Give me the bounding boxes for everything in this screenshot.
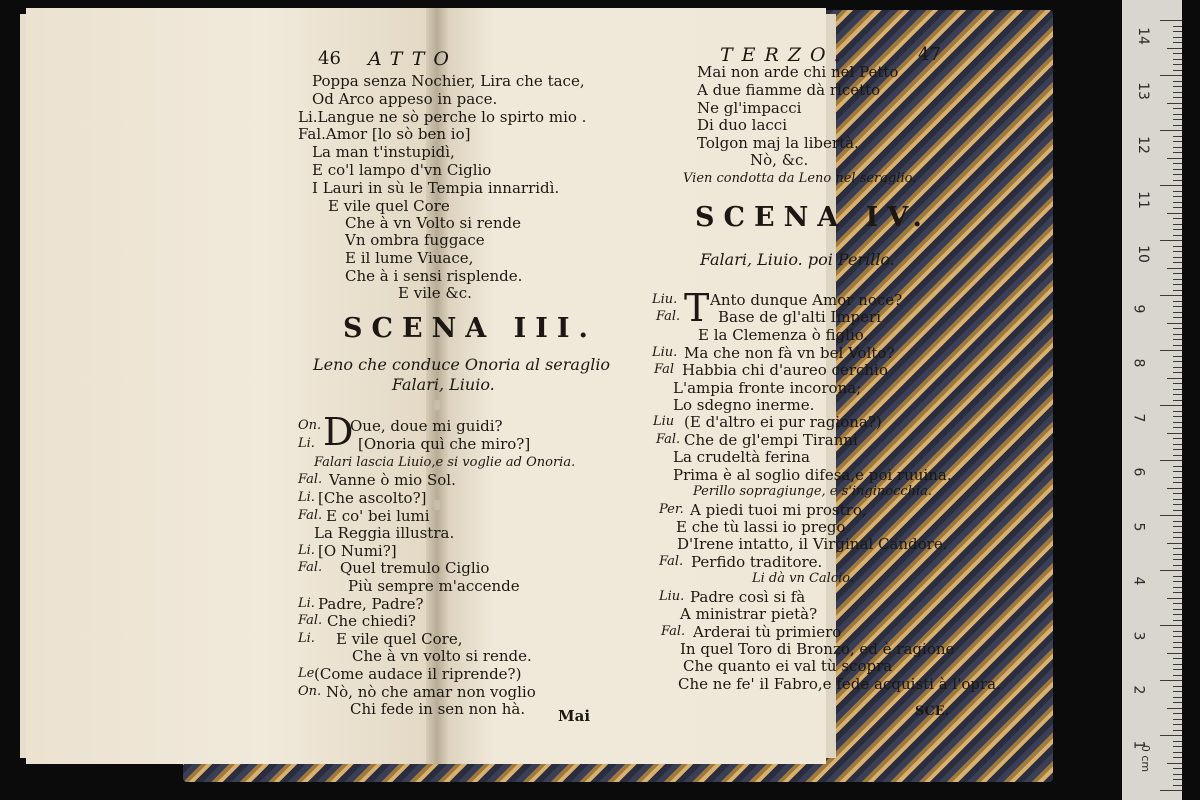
ruler-tick [1173, 691, 1182, 692]
dialogue-text: Padre, Padre? [318, 595, 424, 613]
ruler-tick [1173, 603, 1182, 604]
ruler-tick [1173, 664, 1182, 665]
dialogue-text: Che de gl'empi Tiranni [684, 431, 858, 449]
dialogue-text: La crudeltà ferina [673, 448, 810, 466]
dialogue-text: Chi fede in sen non hà. [350, 700, 526, 718]
page-number-right: 47 [918, 44, 941, 65]
ruler-tick [1173, 477, 1182, 478]
dialogue-line [661, 623, 842, 641]
dialogue-line [298, 435, 531, 453]
ruler-tick [1167, 598, 1182, 599]
speaker-label: Fal. [656, 432, 681, 447]
dialogue-text: La Reggia illustra. [314, 524, 455, 542]
dialogue-line [653, 413, 882, 431]
ruler-tick [1173, 510, 1182, 511]
ruler-tick [1173, 614, 1182, 615]
stage-direction [314, 455, 575, 471]
ruler-number: 4 [1130, 576, 1147, 586]
ruler-tick [1167, 213, 1182, 214]
dialogue-line [678, 676, 1001, 692]
dialogue-text: [Onoria quì che miro?] [358, 435, 531, 453]
dialogue-line [298, 471, 456, 489]
dialogue-line [298, 489, 427, 507]
ruler-tick [1173, 631, 1182, 632]
dialogue-line [656, 431, 858, 449]
dialogue-line [298, 417, 503, 435]
speaker-label: Fal. [298, 508, 323, 523]
speaker-label: On. [298, 684, 322, 699]
ruler-number: 14 [1134, 27, 1151, 45]
ruler-tick [1173, 768, 1182, 769]
speaker-label: Li. [298, 543, 315, 558]
dialogue-text: L'ampia fronte incorona; [673, 379, 862, 397]
ruler-tick [1173, 636, 1182, 637]
ruler-tick [1173, 548, 1182, 549]
ruler-tick [1173, 752, 1182, 753]
ruler-tick [1173, 147, 1182, 148]
dialogue-text: Che à vn volto si rende. [352, 647, 532, 665]
ruler-tick [1173, 713, 1182, 714]
ruler-number: 12 [1134, 136, 1151, 154]
ruler-tick [1173, 471, 1182, 472]
ruler-tick [1173, 169, 1182, 170]
ruler-tick [1173, 37, 1182, 38]
page-number-left: 46 [318, 48, 341, 69]
ruler-number: 8 [1130, 358, 1147, 368]
verse-line: Nò, &c. [750, 151, 809, 169]
ruler-tick [1173, 427, 1182, 428]
dialogue-line [314, 525, 454, 541]
ruler-tick [1160, 680, 1182, 681]
ruler-tick [1173, 224, 1182, 225]
dialogue-line [348, 578, 520, 594]
dialogue-line [656, 308, 882, 326]
dialogue-text: Quel tremulo Ciglio [340, 559, 490, 577]
dialogue-line [673, 467, 952, 483]
ruler-tick [1173, 526, 1182, 527]
dialogue-text: Oue, doue mi guidi? [350, 417, 503, 435]
ruler-tick [1173, 719, 1182, 720]
ruler-tick [1160, 625, 1182, 626]
ruler-tick [1167, 378, 1182, 379]
ruler-tick [1173, 466, 1182, 467]
ruler-tick [1173, 389, 1182, 390]
verse-line: E il lume Viuace, [345, 249, 474, 267]
dialogue-line [350, 701, 525, 717]
ruler-tick [1173, 235, 1182, 236]
ruler-tick [1173, 64, 1182, 65]
ruler-tick [1173, 449, 1182, 450]
dialogue-text: (E d'altro ei pur ragiona?) [684, 413, 882, 431]
ruler-tick [1173, 730, 1182, 731]
ruler-tick [1173, 119, 1182, 120]
ruler-tick [1160, 130, 1182, 131]
drop-cap-left: D [323, 410, 354, 454]
ruler-tick [1167, 268, 1182, 269]
stage-direction: Vien condotta da Leno nel seraglio. [683, 171, 917, 186]
verse-line: E co'l lampo d'vn Ciglio [312, 161, 492, 179]
ruler-tick [1173, 411, 1182, 412]
dialogue-text: Vanne ò mio Sol. [329, 471, 456, 489]
verse-line: Tolgon maj la libertà. [697, 134, 859, 152]
ruler-tick [1167, 708, 1182, 709]
scene-subtitle-right: Falari, Liuio. poi Perillo. [700, 250, 895, 269]
verse-line: Mai non arde chi nel Petto [697, 63, 899, 81]
dialogue-text: Li dà vn Calcio. [752, 571, 855, 586]
ruler-tick [1173, 576, 1182, 577]
ruler-tick [1173, 383, 1182, 384]
dialogue-line [298, 612, 416, 630]
ruler-tick [1173, 152, 1182, 153]
ruler-tick [1173, 59, 1182, 60]
ruler-number: 2 [1130, 685, 1147, 695]
stage-direction [752, 571, 854, 587]
ruler-tick [1173, 202, 1182, 203]
verse-line: Fal.Amor [lo sò ben io] [298, 125, 471, 143]
speaker-label: Li. [298, 596, 315, 611]
ruler-number: 9 [1130, 304, 1147, 313]
dialogue-line [659, 553, 823, 571]
ruler-tick [1173, 642, 1182, 643]
ruler-tick [1173, 559, 1182, 560]
speaker-label: Fal. [298, 613, 323, 628]
verse-line: Vn ombra fuggace [345, 231, 485, 249]
ruler-tick [1173, 257, 1182, 258]
ruler-number: 10 [1134, 245, 1151, 263]
dialogue-line [652, 344, 895, 362]
ruler-tick [1173, 444, 1182, 445]
dialogue-line [673, 397, 814, 413]
dialogue-text: Arderai tù primiero [693, 623, 842, 641]
ruler-tick [1160, 790, 1182, 791]
ruler-tick [1167, 763, 1182, 764]
ruler-tick [1173, 537, 1182, 538]
ruler-number: 7 [1130, 413, 1147, 422]
ruler-tick [1167, 433, 1182, 434]
ruler-tick [1173, 306, 1182, 307]
ruler-tick [1173, 697, 1182, 698]
ruler-tick [1173, 53, 1182, 54]
ruler-tick [1173, 592, 1182, 593]
ruler-tick [1173, 499, 1182, 500]
stage-direction [693, 484, 932, 500]
ruler-tick [1173, 86, 1182, 87]
ruler-tick [1173, 702, 1182, 703]
ruler-tick [1173, 394, 1182, 395]
speaker-label: Liu. [652, 292, 678, 307]
ruler-tick [1173, 70, 1182, 71]
ruler-tick [1160, 295, 1182, 296]
speaker-label: Liu. [652, 345, 678, 360]
verse-line: E vile &c. [398, 284, 472, 302]
dialogue-text: Che quanto ei val tù scopra [683, 657, 893, 675]
ruler-tick [1173, 669, 1182, 670]
ruler-tick [1160, 570, 1182, 571]
speaker-label: Fal. [298, 472, 323, 487]
ruler-tick [1173, 785, 1182, 786]
ruler-tick [1173, 686, 1182, 687]
dialogue-text: Prima è al soglio difesa,e poi ruuina. [673, 466, 952, 484]
ruler-tick [1173, 273, 1182, 274]
ruler-tick [1173, 262, 1182, 263]
ruler-tick [1160, 350, 1182, 351]
ruler-tick [1173, 81, 1182, 82]
ruler-tick [1173, 290, 1182, 291]
ruler-tick [1173, 587, 1182, 588]
ruler-tick [1167, 323, 1182, 324]
ruler-tick [1173, 141, 1182, 142]
ruler-tick [1173, 196, 1182, 197]
ruler-tick [1173, 31, 1182, 32]
speaker-label: Liu [653, 414, 675, 429]
ruler-tick [1173, 136, 1182, 137]
speaker-label: On. [298, 418, 322, 433]
ruler-tick [1173, 400, 1182, 401]
dialogue-line [298, 595, 424, 613]
running-head-right: TERZO. [720, 44, 849, 66]
scene-subtitle-left-2: Falari, Liuio. [392, 375, 495, 394]
ruler-tick [1173, 42, 1182, 43]
speaker-label: Fal. [661, 624, 686, 639]
binding-thread [434, 400, 440, 410]
ruler-tick [1173, 191, 1182, 192]
ruler-tick [1173, 372, 1182, 373]
verse-line: Poppa senza Nochier, Lira che tace, [312, 72, 585, 90]
ruler-tick [1173, 724, 1182, 725]
ruler-tick [1173, 581, 1182, 582]
ruler-tick [1173, 339, 1182, 340]
ruler-tick [1173, 367, 1182, 368]
ruler-tick [1173, 317, 1182, 318]
dialogue-text: Che ne fe' il Fabro,e fede acquisti à l'opra. [678, 675, 1001, 693]
dialogue-text: E co' bei lumi [326, 507, 430, 525]
dialogue-text: D'Irene intatto, il Virginal Candore. [677, 535, 948, 553]
ruler-tick [1173, 356, 1182, 357]
dialogue-text: Anto dunque Amor noce? [710, 291, 903, 309]
ruler-tick [1173, 328, 1182, 329]
ruler-tick [1167, 103, 1182, 104]
dialogue-text: Falari lascia Liuio,e si voglie ad Onoria. [314, 455, 576, 470]
dialogue-line [677, 536, 947, 552]
drop-cap-right: T [684, 286, 710, 330]
dialogue-line [298, 507, 430, 525]
ruler-tick [1173, 741, 1182, 742]
measuring-ruler [1122, 0, 1182, 800]
dialogue-text: A piedi tuoi mi prostro, [690, 501, 867, 519]
ruler-tick [1173, 416, 1182, 417]
dialogue-line [659, 588, 806, 606]
dialogue-text: Lo sdegno inerme. [673, 396, 815, 414]
verse-line: E vile quel Core [328, 197, 450, 215]
dialogue-text: A ministrar pietà? [680, 605, 818, 623]
dialogue-line [698, 327, 868, 343]
binding-thread [434, 500, 440, 510]
speaker-label: Li. [298, 436, 315, 451]
speaker-label: Per. [659, 502, 684, 517]
ruler-tick [1173, 620, 1182, 621]
verse-line: Ne gl'impacci [697, 99, 802, 117]
running-head-left: ATTO [368, 48, 458, 70]
ruler-tick [1167, 158, 1182, 159]
ruler-tick [1173, 746, 1182, 747]
ruler-tick [1173, 92, 1182, 93]
ruler-tick [1173, 218, 1182, 219]
ruler-number: 5 [1130, 522, 1147, 531]
dialogue-line [680, 606, 817, 622]
dialogue-line [680, 641, 954, 657]
ruler-number: 11 [1134, 190, 1151, 209]
ruler-tick [1173, 565, 1182, 566]
dialogue-text: In quel Toro di Bronzo, ed è ragione [680, 640, 955, 658]
ruler-tick [1173, 757, 1182, 758]
ruler-tick [1173, 279, 1182, 280]
dialogue-line [298, 665, 522, 683]
dialogue-text: E la Clemenza ò figlio. [698, 326, 869, 344]
dialogue-text: Ma che non fà vn bel Volto? [684, 344, 895, 362]
speaker-label: Fal. [659, 554, 684, 569]
dialogue-text: E vile quel Core, [336, 630, 463, 648]
ruler-tick [1173, 345, 1182, 346]
ruler-tick [1173, 532, 1182, 533]
dialogue-text: Base de gl'alti Imperi [718, 308, 882, 326]
scene-title-right: SCENA IV. [695, 202, 931, 233]
ruler-tick [1173, 675, 1182, 676]
verse-line: Che à i sensi risplende. [345, 267, 523, 285]
ruler-tick [1173, 312, 1182, 313]
verse-line: Od Arco appeso in pace. [312, 90, 498, 108]
speaker-label: Fal [654, 362, 675, 377]
ruler-tick [1173, 361, 1182, 362]
scene-title-left: SCENA III. [343, 313, 597, 344]
ruler-tick [1173, 284, 1182, 285]
dialogue-text: Habbia chi d'aureo cerchio [682, 361, 888, 379]
ruler-tick [1173, 455, 1182, 456]
dialogue-line [298, 683, 536, 701]
dialogue-text: Più sempre m'accende [348, 577, 520, 595]
ruler-tick [1173, 246, 1182, 247]
catchword-left: Mai [558, 707, 591, 725]
ruler-tick [1173, 493, 1182, 494]
verse-line: La man t'instupidì, [312, 143, 455, 161]
speaker-label: Li. [298, 490, 315, 505]
ruler-tick [1173, 609, 1182, 610]
ruler-tick [1173, 658, 1182, 659]
dialogue-line [298, 630, 463, 648]
ruler-tick [1173, 521, 1182, 522]
dialogue-line [298, 559, 490, 577]
ruler-tick [1173, 422, 1182, 423]
ruler-tick [1173, 174, 1182, 175]
ruler-tick [1173, 108, 1182, 109]
ruler-tick [1173, 125, 1182, 126]
dialogue-line [676, 519, 845, 535]
ruler-tick [1160, 75, 1182, 76]
ruler-unit-label: 0 cm [1139, 744, 1153, 773]
ruler-tick [1173, 504, 1182, 505]
ruler-tick [1160, 405, 1182, 406]
ruler-tick [1173, 779, 1182, 780]
speaker-label: Le [298, 666, 315, 681]
dialogue-line [659, 501, 867, 519]
ruler-tick [1173, 774, 1182, 775]
catchword-right: SCE. [915, 704, 950, 719]
ruler-tick [1160, 460, 1182, 461]
ruler-tick [1173, 26, 1182, 27]
verse-line: Che à vn Volto si rende [345, 214, 521, 232]
dialogue-text: E che tù lassi io prego [676, 518, 846, 536]
dialogue-text: [O Numi?] [318, 542, 397, 560]
dialogue-line [654, 361, 888, 379]
ruler-tick [1173, 334, 1182, 335]
dialogue-text: Perillo sopragiunge, e s'inginocchia. [693, 484, 933, 499]
ruler-tick [1173, 180, 1182, 181]
ruler-tick [1160, 515, 1182, 516]
ruler-number: 6 [1130, 467, 1147, 477]
dialogue-line [352, 648, 532, 664]
ruler-number: 3 [1130, 631, 1147, 640]
ruler-tick [1167, 653, 1182, 654]
ruler-number: 1 [1130, 740, 1147, 749]
speaker-label: Liu. [659, 589, 685, 604]
ruler-tick [1160, 240, 1182, 241]
dialogue-line [673, 449, 810, 465]
ruler-tick [1167, 48, 1182, 49]
ruler-tick [1173, 251, 1182, 252]
verse-line: Li.Langue ne sò perche lo spirto mio . [298, 108, 587, 126]
dialogue-text: Che chiedi? [327, 612, 416, 630]
ruler-tick [1173, 114, 1182, 115]
speaker-label: Fal. [298, 560, 323, 575]
ruler-tick [1160, 185, 1182, 186]
dialogue-text: Padre così si fà [690, 588, 806, 606]
ruler-tick [1167, 543, 1182, 544]
ruler-tick [1173, 554, 1182, 555]
dialogue-text: [Che ascolto?] [318, 489, 427, 507]
dialogue-text: Nò, nò che amar non voglio [326, 683, 536, 701]
scene-subtitle-left-1: Leno che conduce Onoria al seraglio [313, 355, 611, 374]
dialogue-line [673, 380, 861, 396]
ruler-tick [1173, 207, 1182, 208]
ruler-number: 13 [1134, 81, 1151, 100]
ruler-tick [1173, 482, 1182, 483]
ruler-tick [1173, 163, 1182, 164]
ruler-tick [1173, 229, 1182, 230]
verse-line: Di duo lacci [697, 116, 787, 134]
ruler-tick [1173, 301, 1182, 302]
ruler-tick [1173, 647, 1182, 648]
ruler-tick [1173, 438, 1182, 439]
dialogue-text: Perfido traditore. [691, 553, 823, 571]
verse-line: A due fiamme dà ricetto [697, 81, 881, 99]
speaker-label: Fal. [656, 309, 681, 324]
verse-line: I Lauri in sù le Tempia innarridì. [312, 179, 560, 197]
ruler-tick [1173, 97, 1182, 98]
ruler-tick [1167, 488, 1182, 489]
ruler-tick [1160, 20, 1182, 21]
dialogue-line [683, 658, 892, 674]
dialogue-line [298, 542, 397, 560]
dialogue-text: (Come audace il riprende?) [314, 665, 522, 683]
dialogue-line [652, 291, 903, 309]
speaker-label: Li. [298, 631, 315, 646]
ruler-tick [1160, 735, 1182, 736]
